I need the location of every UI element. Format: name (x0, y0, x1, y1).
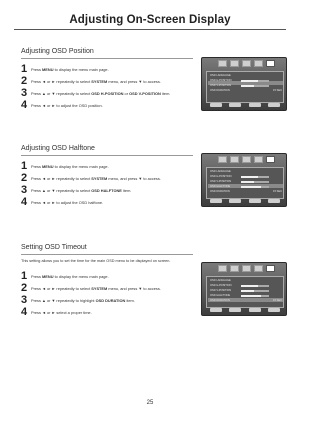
osd-key-icon (268, 199, 280, 203)
osd-key-icon (249, 199, 261, 203)
osd-key-icon (210, 308, 222, 312)
osd-value: 15 SEC (273, 299, 282, 302)
step-text: Press MENU to display the menu main page. (31, 66, 109, 72)
osd-row-label: OSD V-POSITION (210, 180, 232, 183)
osd-tab-bar (218, 265, 275, 272)
step-number: 1 (21, 269, 28, 282)
step-item (21, 63, 109, 75)
osd-tab-system-icon (266, 265, 275, 272)
step-text: Press ◄ or ► repeatedly to select SYSTEM menu, and press ▼ to access. (31, 78, 161, 84)
section-heading-osd-position: Adjusting OSD Position (21, 48, 94, 55)
osd-tab-icon (230, 156, 239, 163)
section-intro-text: This setting allows you to set the time for the main OSD menu to be displayed on screen. (21, 259, 171, 263)
osd-tab-icon (242, 265, 251, 272)
osd-menu-panel (206, 71, 284, 103)
osd-tab-icon (242, 156, 251, 163)
step-text: Press ◄ or ► to adjust the OSD halftone. (31, 199, 104, 205)
step-item (21, 282, 161, 294)
osd-tab-icon (230, 265, 239, 272)
osd-slider (241, 285, 269, 287)
step-number: 3 (21, 183, 28, 196)
osd-menu-screenshot (201, 262, 287, 316)
step-text: Press ◄ or ► select a proper time. (31, 309, 92, 315)
osd-menu-screenshot (201, 57, 287, 111)
osd-value: 15 SEC (273, 190, 282, 193)
osd-key-icon (268, 308, 280, 312)
osd-row-label: OSD DURATION (210, 299, 230, 302)
osd-slider (241, 176, 269, 178)
osd-key-icon (249, 103, 261, 107)
osd-key-icon (229, 103, 241, 107)
osd-value: 15 SEC (273, 89, 282, 92)
step-text: Press ▲ or ▼ repeatedly to select OSD HALFTONE item. (31, 187, 132, 193)
osd-menu-panel (206, 276, 284, 308)
step-number: 4 (21, 305, 28, 318)
osd-tab-bar (218, 60, 275, 67)
section-heading-osd-halftone: Adjusting OSD Halftone (21, 145, 95, 152)
page-number: 25 (146, 400, 154, 406)
step-number: 2 (21, 281, 28, 294)
osd-tab-bar (218, 156, 275, 163)
step-item (21, 172, 161, 184)
osd-slider (241, 186, 269, 188)
osd-slider (241, 295, 269, 297)
page-title: Adjusting On-Screen Display (69, 14, 231, 26)
step-item (21, 184, 131, 196)
osd-tab-icon (218, 265, 227, 272)
osd-row-label: OSD LANGUAGE (210, 170, 231, 173)
section-heading-osd-timeout: Setting OSD Timeout (21, 244, 87, 251)
osd-row-label: OSD H-POSITION (210, 175, 232, 178)
step-item (21, 306, 92, 318)
section-divider (21, 58, 193, 59)
osd-key-icon (268, 103, 280, 107)
osd-tab-icon (254, 156, 263, 163)
osd-key-icon (229, 199, 241, 203)
osd-footer (206, 103, 284, 108)
osd-row-label: OSD V-POSITION (210, 289, 232, 292)
section-divider (21, 254, 193, 255)
osd-slider (241, 85, 269, 87)
section-divider (21, 155, 193, 156)
osd-row-label: OSD DURATION (210, 190, 230, 193)
step-item (21, 160, 109, 172)
step-number: 1 (21, 159, 28, 172)
osd-row-label: OSD LANGUAGE (210, 279, 231, 282)
step-item (21, 99, 103, 111)
step-number: 2 (21, 74, 28, 87)
osd-key-icon (210, 103, 222, 107)
osd-tab-system-icon (266, 156, 275, 163)
osd-menu-panel (206, 167, 284, 199)
step-number: 2 (21, 171, 28, 184)
step-text: Press ▲ or ▼ repeatedly to highlight OSD DURATION item. (31, 297, 135, 303)
osd-tab-icon (218, 156, 227, 163)
osd-tab-system-icon (266, 60, 275, 67)
osd-row-label: OSD V-POSITION (210, 84, 232, 87)
osd-row-label: OSD HALFTONE (210, 185, 231, 188)
osd-row-label: OSD HALFTONE (210, 294, 231, 297)
step-text: Press MENU to display the menu main page. (31, 273, 109, 279)
osd-footer (206, 199, 284, 204)
osd-key-icon (210, 199, 222, 203)
osd-tab-icon (230, 60, 239, 67)
step-item (21, 196, 103, 208)
step-number: 3 (21, 86, 28, 99)
step-text: Press ◄ or ► to adjust the OSD position. (31, 102, 103, 108)
osd-slider (241, 181, 269, 183)
osd-tab-icon (218, 60, 227, 67)
osd-menu-screenshot (201, 153, 287, 207)
step-number: 1 (21, 62, 28, 75)
step-text: Press ◄ or ► repeatedly to select SYSTEM menu, and press ▼ to access. (31, 285, 161, 291)
step-item (21, 75, 161, 87)
step-number: 4 (21, 98, 28, 111)
step-number: 3 (21, 293, 28, 306)
osd-tab-icon (254, 265, 263, 272)
osd-key-icon (249, 308, 261, 312)
step-text: Press ◄ or ► repeatedly to select SYSTEM menu, and press ▼ to access. (31, 175, 161, 181)
osd-row-label: OSD H-POSITION (210, 284, 232, 287)
step-item (21, 87, 170, 99)
osd-row-label: OSD DURATION (210, 89, 230, 92)
step-text: Press ▲ or ▼ repeatedly to select OSD H-POSITION or OSD V-POSITION item. (31, 90, 171, 96)
osd-slider (241, 80, 269, 82)
osd-row-label: OSD H-POSITION (210, 79, 232, 82)
step-item (21, 294, 135, 306)
osd-slider (241, 290, 269, 292)
osd-key-icon (229, 308, 241, 312)
osd-footer (206, 308, 284, 313)
step-number: 4 (21, 195, 28, 208)
osd-tab-icon (242, 60, 251, 67)
step-text: Press MENU to display the menu main page. (31, 163, 109, 169)
osd-tab-icon (254, 60, 263, 67)
osd-row-label: OSD LANGUAGE (210, 74, 231, 77)
title-divider (14, 29, 286, 30)
step-item (21, 270, 109, 282)
